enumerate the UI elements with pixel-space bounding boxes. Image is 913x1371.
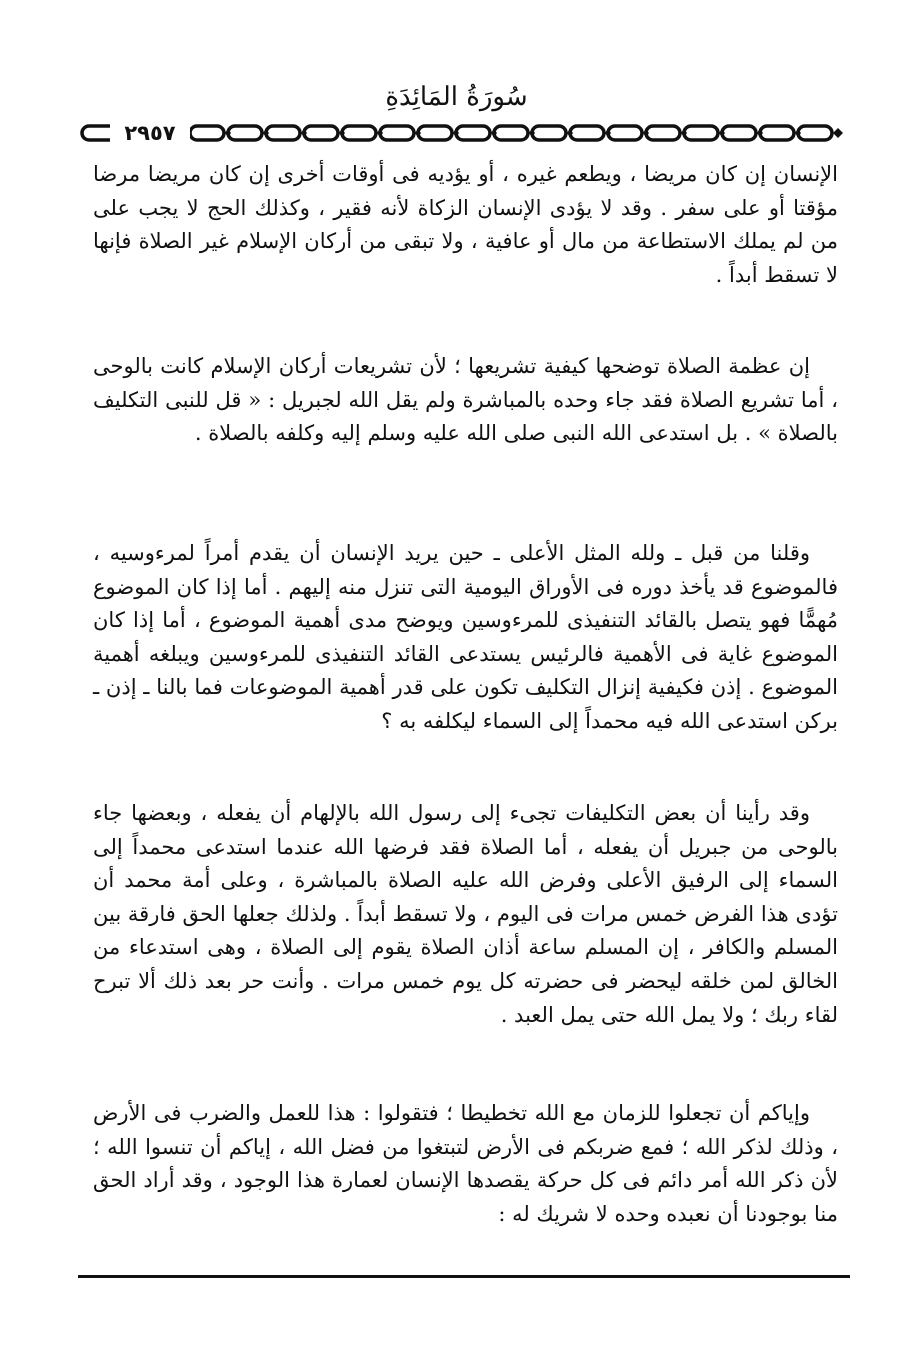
paragraph-3: وقلنا من قبل ـ ولله المثل الأعلى ـ حين يريد الإنسان أن يقدم أمراً لمرءوسيه ، فالموضوع قد يأخذ دوره فى الأوراق اليومية التى تنزل منه إليهم . أما إذا كان الموضوع مُهمًّا فهو يتصل بالقائد التنفيذى للمرءوسين ويوضح مدى أهمية الموضوع ، أما إذا كان الموضوع غاية فى الأهمية فالرئيس يستدعى القائد التنفيذى للمرءوسين ويبلغه أهمية الموضوع . إذن فكيفية إنزال التكليف تكون على قدر أهمية الموضوعات فما بالنا ـ إذن ـ بركن استدعى الله فيه محمداً إلى السماء ليكلفه به ؟: [93, 541, 838, 733]
paragraph-4: وقد رأينا أن بعض التكليفات تجىء إلى رسول الله بالإلهام أن يفعله ، وبعضها جاء بالوحى من جبريل أن يفعله ، أما الصلاة فقد فرضها الله عندما استدعى محمداً إلى السماء إلى الرفيق الأعلى وفرض الله عليه الصلاة بالمباشرة ، وعلى أمة محمد أن تؤدى هذا الفرض خمس مرات فى اليوم ، ولا تسقط أبداً . ولذلك جعلها الحق فارقة بين المسلم والكافر ، إن المسلم ساعة أذان الصلاة يقوم إلى الصلاة ، وهى استدعاء من الخالق لمن خلقه ليحضر فى حضرته كل يوم خمس مرات . وأنت حر بعد ذلك ألا تبرح لقاء ربك ؛ ولا يمل الله حتى يمل العبد .: [93, 801, 838, 1027]
footer-rule: [78, 1275, 850, 1278]
paragraph-1: الإنسان إن كان مريضا ، ويطعم غيره ، أو يؤديه فى أوقات أخرى إن كان مريضا مرضا مؤقتا أو على سفر . وقد لا يؤدى الإنسان الزكاة لأنه فقير ، وكذلك الحج لا يجب على من لم يملك الاستطاعة من مال أو عافية ، ولا تبقى من أركان الإسلام غير الصلاة فإنها لا تسقط أبداً .: [93, 162, 838, 287]
paragraph-2: إن عظمة الصلاة توضحها كيفية تشريعها ؛ لأن تشريعات أركان الإسلام كانت بالوحى ، أما تشريع الصلاة فقد جاء وحده بالمباشرة ولم يقل الله لجبريل : « قل للنبى التكليف بالصلاة » . بل استدعى الله النبى صلى الله عليه وسلم إليه وكلفه بالصلاة .: [93, 354, 838, 446]
ornamental-header-rule: [80, 118, 850, 148]
paragraph-5: وإياكم أن تجعلوا للزمان مع الله تخطيطا ؛ فتقولوا : هذا للعمل والضرب فى الأرض ، وذلك لذكر الله ؛ فمع ضربكم فى الأرض لتبتغوا من فضل الله ، إياكم أن تنسوا الله ؛ لأن ذكر الله أمر دائم فى كل حركة يقصدها الإنسان لعمارة هذا الوجود ، وقد أراد الحق منا بوجودنا أن نعبده وحده لا شريك له :: [93, 1101, 838, 1226]
surah-title: سُورَةُ المَائِدَةِ: [385, 82, 528, 112]
page-number: ٢٩٥٧: [110, 118, 190, 148]
